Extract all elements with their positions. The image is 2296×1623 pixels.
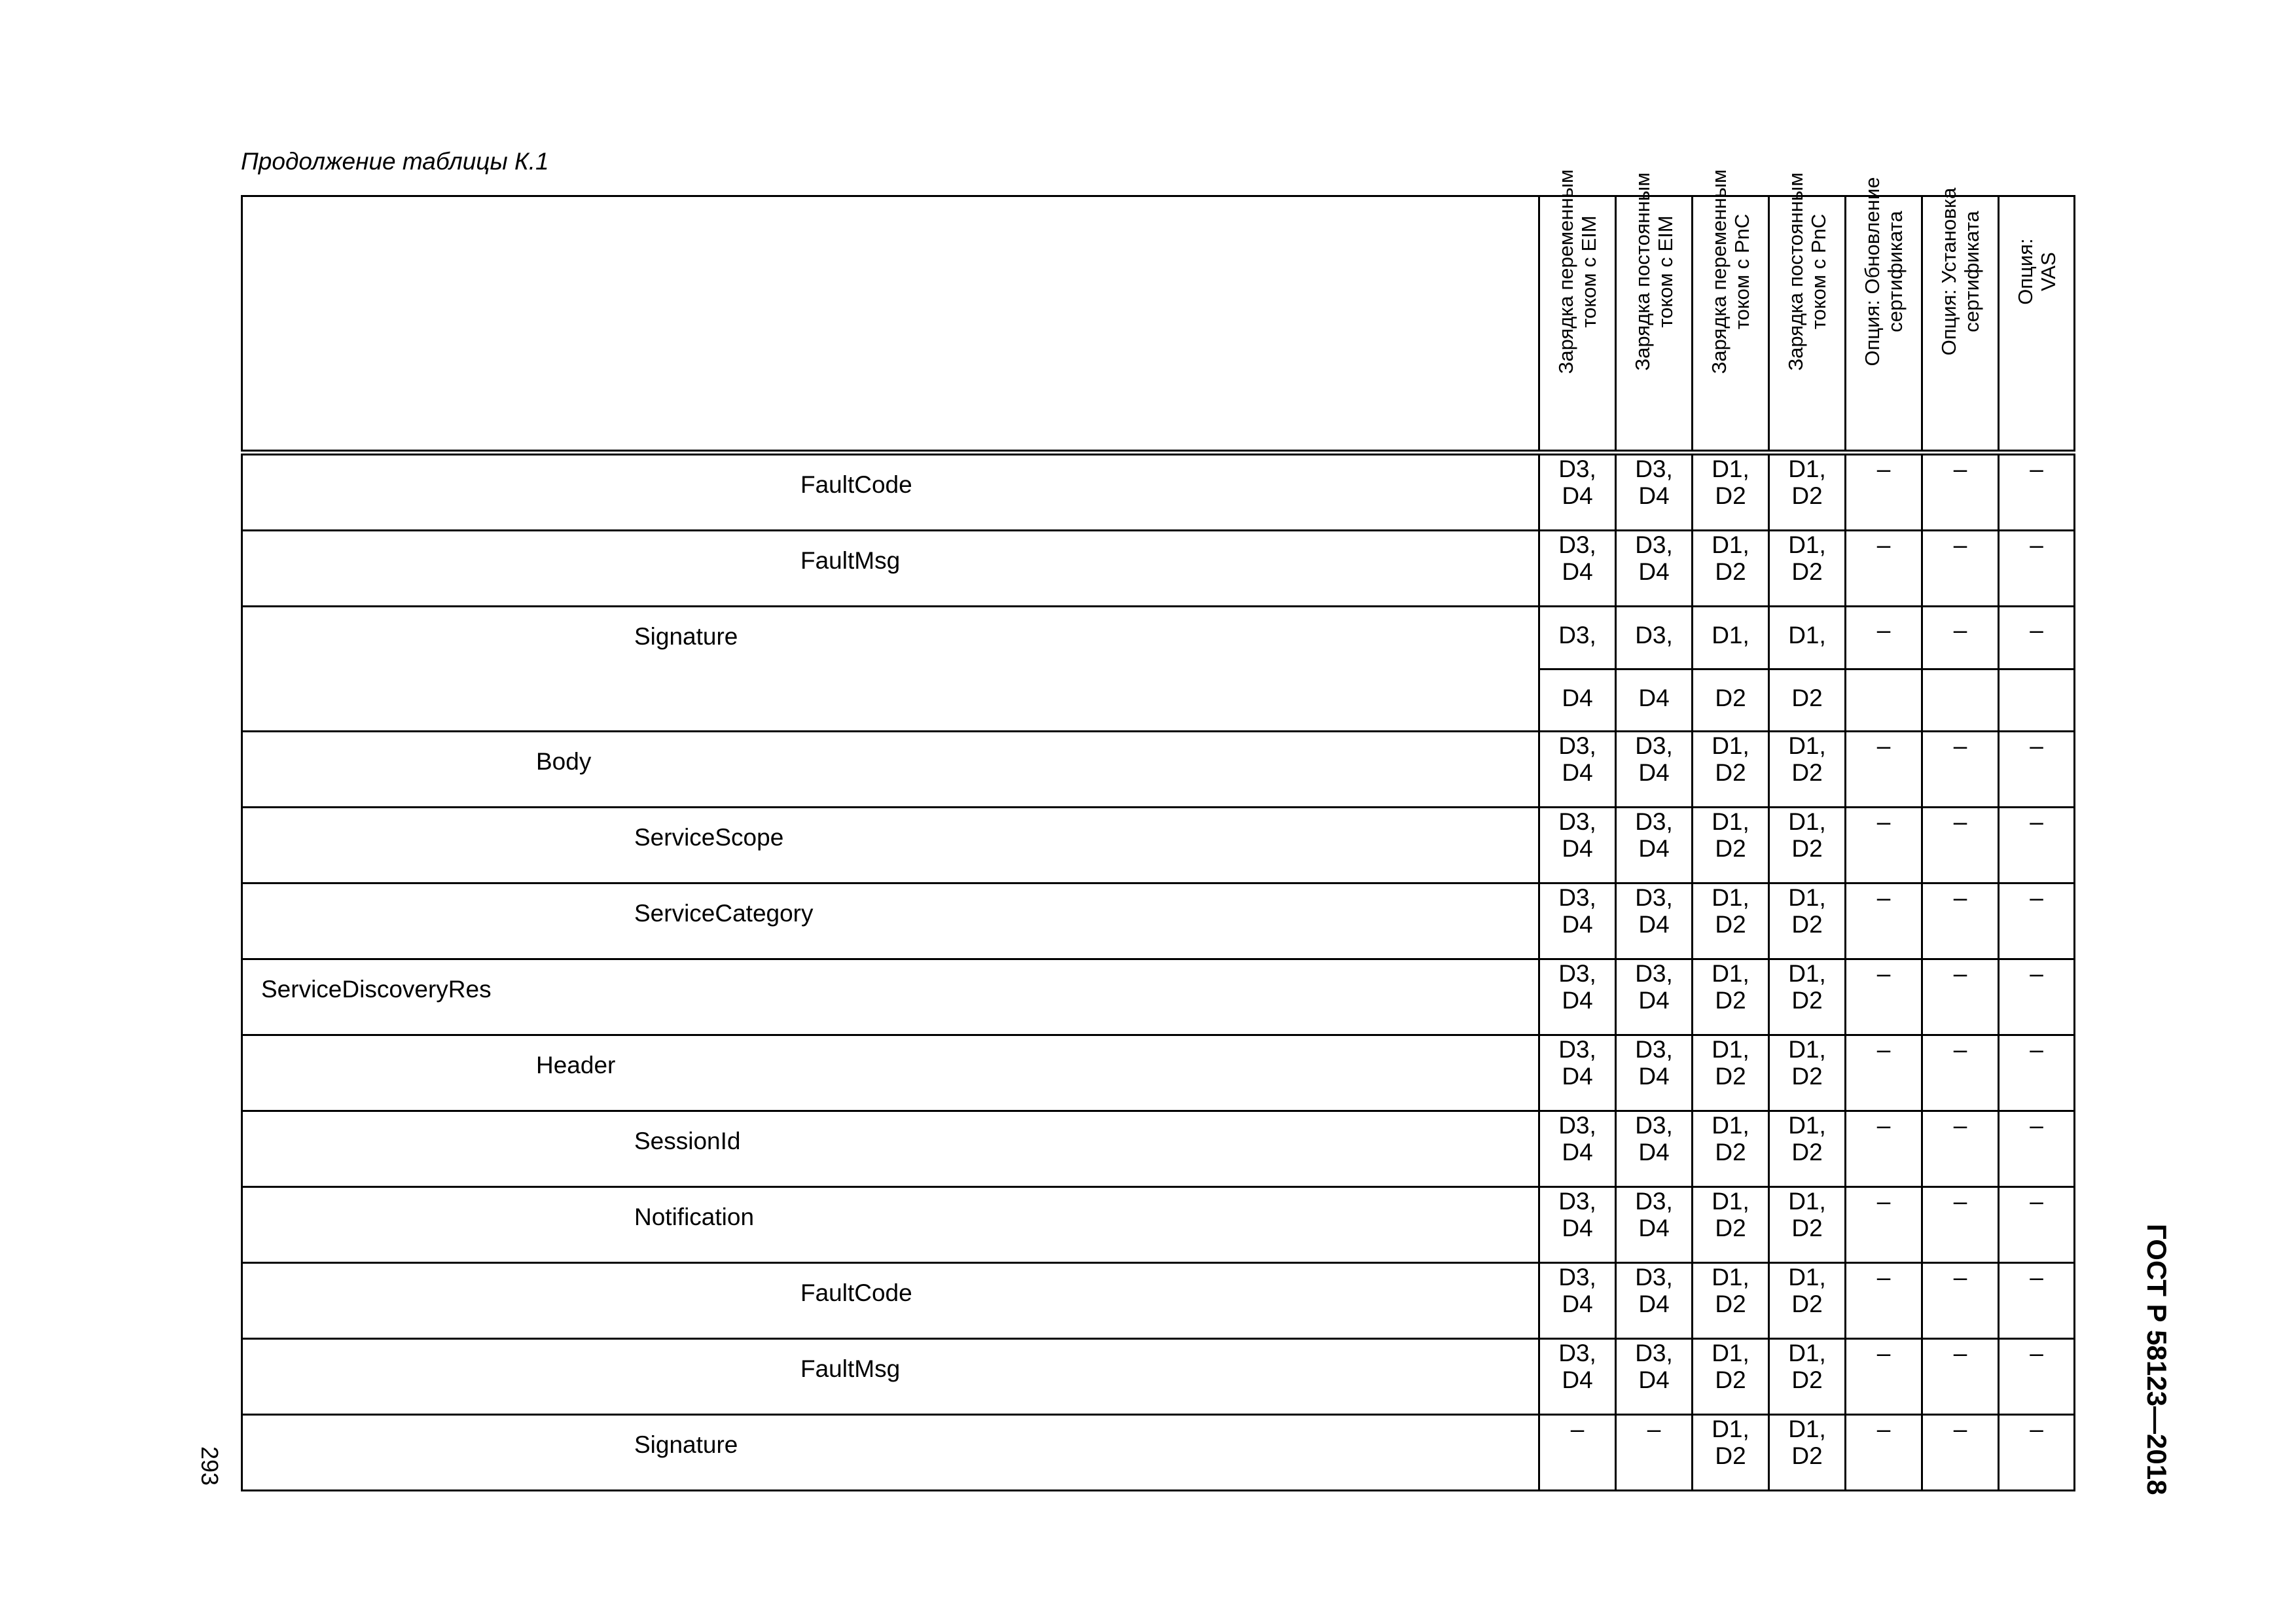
dash-cell: – xyxy=(1999,1263,2075,1339)
dash-cell: – xyxy=(1922,1415,1999,1491)
value-cell: D3, D4 xyxy=(1616,531,1693,607)
param-cell xyxy=(242,732,1539,808)
value-cell: D3, D4 xyxy=(1539,1339,1616,1415)
dash-cell: – xyxy=(1999,808,2075,883)
table-row xyxy=(242,607,2075,669)
value-cell: D3, D4 xyxy=(1539,1035,1616,1111)
value-cell: D1, D2 xyxy=(1769,453,1846,531)
header-label: Опция: Установка сертификата xyxy=(1937,187,1983,356)
standard-title: ГОСТ Р 58123—2018 xyxy=(2142,1224,2172,1495)
header-label: Зарядка переменным током с EIM xyxy=(1554,169,1600,374)
table-row xyxy=(242,1415,2075,1491)
dash-cell: – xyxy=(1846,732,1922,808)
dash-cell: – xyxy=(1539,1415,1616,1491)
header-ac-pnc xyxy=(1693,169,1769,453)
param-name: SessionId xyxy=(634,1128,741,1154)
value-cell: D1, D2 xyxy=(1693,531,1769,607)
param-cell xyxy=(242,607,1539,732)
value-cell: D1, D2 xyxy=(1769,1187,1846,1263)
value-cell: D3, D4 xyxy=(1616,808,1693,883)
dash-cell: – xyxy=(1846,1415,1922,1491)
param-name: Notification xyxy=(634,1204,755,1230)
value-cell: D3, D4 xyxy=(1539,1187,1616,1263)
dash-cell: – xyxy=(1999,1035,2075,1111)
param-name: FaultCode xyxy=(800,471,912,498)
value-cell: D1, D2 xyxy=(1769,732,1846,808)
dash-cell: – xyxy=(1846,959,1922,1035)
header-vas xyxy=(1999,196,2075,453)
dash-cell: – xyxy=(1999,1415,2075,1491)
dash-cell: – xyxy=(1922,1187,1999,1263)
value-cell: D1, D2 xyxy=(1769,1339,1846,1415)
value-cell: D3, xyxy=(1539,607,1616,669)
dash-cell: – xyxy=(1922,607,1999,669)
param-cell xyxy=(242,883,1539,959)
header-label: Опция: VAS xyxy=(2013,238,2060,305)
param-name: FaultCode xyxy=(800,1279,912,1306)
header-cert-install xyxy=(1922,187,1999,453)
dash-cell: – xyxy=(1846,1187,1922,1263)
value-cell: D1, D2 xyxy=(1693,732,1769,808)
table-row xyxy=(242,1339,2075,1415)
table-row xyxy=(242,732,2075,808)
value-cell: D1, D2 xyxy=(1769,808,1846,883)
dash-cell: – xyxy=(1922,1263,1999,1339)
value-cell: D1, D2 xyxy=(1693,883,1769,959)
header-dc-pnc xyxy=(1769,172,1846,453)
param-name: ServiceDiscoveryRes xyxy=(261,976,492,1003)
header-label: Опция: Обновление сертификата xyxy=(1861,177,1907,366)
param-cell xyxy=(242,959,1539,1035)
dash-cell: – xyxy=(1846,607,1922,669)
value-cell: D1, D2 xyxy=(1693,1415,1769,1491)
dash-cell: – xyxy=(1999,1187,2075,1263)
param-name: FaultMsg xyxy=(800,1355,901,1382)
dash-cell: – xyxy=(1999,531,2075,607)
page-number: 293 xyxy=(196,1446,223,1486)
value-cell: D4 xyxy=(1616,669,1693,732)
value-cell: D1, D2 xyxy=(1693,453,1769,531)
dash-cell: – xyxy=(1922,732,1999,808)
value-cell: D4 xyxy=(1539,669,1616,732)
param-name: Signature xyxy=(634,1431,738,1458)
param-name: FaultMsg xyxy=(800,547,901,574)
empty-cell xyxy=(1846,669,1922,732)
dash-cell: – xyxy=(1846,1035,1922,1111)
dash-cell: – xyxy=(1846,453,1922,531)
dash-cell: – xyxy=(1999,607,2075,669)
value-cell: D3, D4 xyxy=(1616,732,1693,808)
dash-cell: – xyxy=(1922,453,1999,531)
dash-cell: – xyxy=(1999,1339,2075,1415)
table-row xyxy=(242,1035,2075,1111)
header-label: Зарядка постоянным током с PnC xyxy=(1784,172,1830,371)
value-cell: D3, D4 xyxy=(1616,883,1693,959)
dash-cell: – xyxy=(1846,1339,1922,1415)
param-cell xyxy=(242,1187,1539,1263)
dash-cell: – xyxy=(1999,1111,2075,1187)
dash-cell: – xyxy=(1922,1339,1999,1415)
table-row xyxy=(242,883,2075,959)
value-cell: D1, D2 xyxy=(1693,959,1769,1035)
dash-cell: – xyxy=(1846,531,1922,607)
param-name: Header xyxy=(536,1052,616,1079)
value-cell: D3, D4 xyxy=(1616,1111,1693,1187)
value-cell: D3, D4 xyxy=(1616,1263,1693,1339)
value-cell: D3, D4 xyxy=(1616,453,1693,531)
value-cell: D1, D2 xyxy=(1769,1111,1846,1187)
value-cell: D1, D2 xyxy=(1693,1111,1769,1187)
value-cell: D1, D2 xyxy=(1693,1263,1769,1339)
param-cell xyxy=(242,1263,1539,1339)
param-cell xyxy=(242,1415,1539,1491)
value-cell: D3, xyxy=(1616,607,1693,669)
value-cell: D3, D4 xyxy=(1539,732,1616,808)
value-cell: D3, D4 xyxy=(1539,531,1616,607)
value-cell: D2 xyxy=(1769,669,1846,732)
param-cell xyxy=(242,1111,1539,1187)
header-ac-eim xyxy=(1539,169,1616,453)
dash-cell: – xyxy=(1846,808,1922,883)
table-row xyxy=(242,959,2075,1035)
value-cell: D1, D2 xyxy=(1769,959,1846,1035)
dash-cell: – xyxy=(1616,1415,1693,1491)
dash-cell: – xyxy=(1999,732,2075,808)
value-cell: D3, D4 xyxy=(1616,1339,1693,1415)
value-cell: D3, D4 xyxy=(1616,1187,1693,1263)
param-name: Body xyxy=(536,748,592,775)
table-row xyxy=(242,1263,2075,1339)
value-cell: D3, D4 xyxy=(1539,1263,1616,1339)
param-cell xyxy=(242,1339,1539,1415)
value-cell: D1, xyxy=(1769,607,1846,669)
table-row xyxy=(242,453,2075,531)
header-label: Зарядка переменным током с PnC xyxy=(1708,169,1753,374)
header-dc-eim xyxy=(1616,172,1693,453)
header-blank-cell xyxy=(242,196,1539,453)
requirements-table xyxy=(241,169,2075,1491)
value-cell: D1, D2 xyxy=(1769,531,1846,607)
value-cell: D3, D4 xyxy=(1539,808,1616,883)
param-cell xyxy=(242,1035,1539,1111)
value-cell: D1, D2 xyxy=(1769,883,1846,959)
table-caption: Продолжение таблицы К.1 xyxy=(241,148,549,175)
value-cell: D3, D4 xyxy=(1616,1035,1693,1111)
value-cell: D3, D4 xyxy=(1616,959,1693,1035)
value-cell: D3, D4 xyxy=(1539,453,1616,531)
value-cell: D1, D2 xyxy=(1693,1035,1769,1111)
table-row xyxy=(242,531,2075,607)
dash-cell: – xyxy=(1922,531,1999,607)
dash-cell: – xyxy=(1922,1111,1999,1187)
header-row xyxy=(242,196,2075,453)
value-cell: D1, D2 xyxy=(1769,1035,1846,1111)
table-row xyxy=(242,808,2075,883)
table-row xyxy=(242,1187,2075,1263)
value-cell: D1, D2 xyxy=(1769,1263,1846,1339)
param-name: Signature xyxy=(634,623,738,650)
dash-cell: – xyxy=(1846,1111,1922,1187)
dash-cell: – xyxy=(1846,1263,1922,1339)
param-cell xyxy=(242,531,1539,607)
value-cell: D1, D2 xyxy=(1693,1187,1769,1263)
header-label: Зарядка постоянным током с EIM xyxy=(1631,172,1677,371)
header-cert-update xyxy=(1846,177,1922,453)
value-cell: D1, D2 xyxy=(1693,1339,1769,1415)
param-name: ServiceCategory xyxy=(634,900,814,927)
empty-cell xyxy=(1922,669,1999,732)
value-cell: D1, D2 xyxy=(1693,808,1769,883)
table-row xyxy=(242,1111,2075,1187)
dash-cell: – xyxy=(1999,883,2075,959)
value-cell: D3, D4 xyxy=(1539,959,1616,1035)
dash-cell: – xyxy=(1922,959,1999,1035)
value-cell: D3, D4 xyxy=(1539,883,1616,959)
param-cell xyxy=(242,808,1539,883)
dash-cell: – xyxy=(1846,883,1922,959)
value-cell: D2 xyxy=(1693,669,1769,732)
value-cell: D1, xyxy=(1693,607,1769,669)
empty-cell xyxy=(1999,669,2075,732)
dash-cell: – xyxy=(1922,808,1999,883)
param-cell xyxy=(242,453,1539,531)
param-name: ServiceScope xyxy=(634,824,784,851)
value-cell: D1, D2 xyxy=(1769,1415,1846,1491)
dash-cell: – xyxy=(1922,883,1999,959)
dash-cell: – xyxy=(1999,959,2075,1035)
value-cell: D3, D4 xyxy=(1539,1111,1616,1187)
dash-cell: – xyxy=(1922,1035,1999,1111)
dash-cell: – xyxy=(1999,453,2075,531)
